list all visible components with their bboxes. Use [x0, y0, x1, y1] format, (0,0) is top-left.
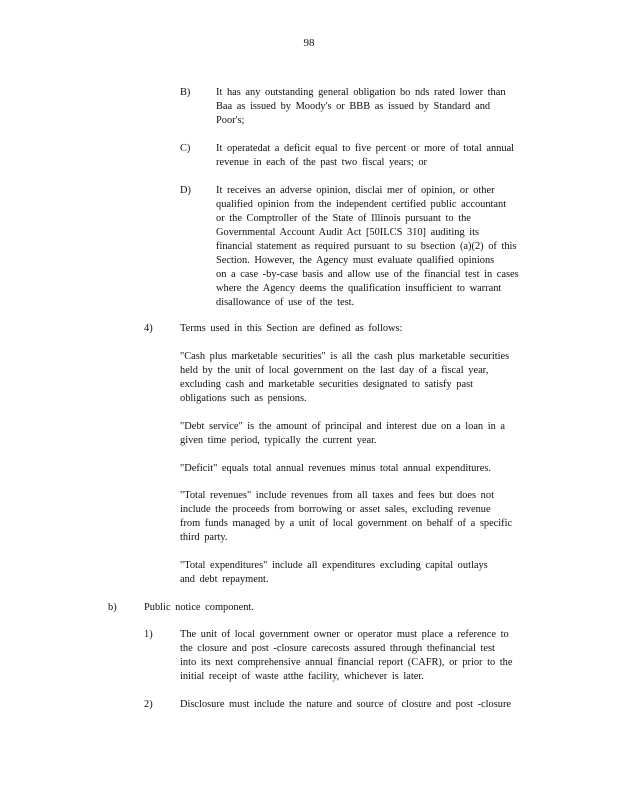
item-b-label: B)	[180, 87, 191, 98]
item-d-line: It receives an adverse opinion, disclai mer of opinion, or other	[216, 185, 495, 196]
item-d-line: qualified opinion from the independent certified public accountant	[216, 199, 507, 210]
definition-line: "Cash plus marketable securities" is all the cash plus marketable securities	[180, 351, 510, 362]
item-d-line: Governmental Account Audit Act [50ILCS 310] auditing its	[216, 227, 480, 238]
definition-line: third party.	[180, 532, 228, 543]
item-b-line: Baa as issued by Moody's or BBB as issued by Standard and	[216, 101, 491, 112]
item-c-text	[216, 142, 538, 170]
definition-line: "Total expenditures" include all expenditures excluding capital outlays	[180, 560, 488, 571]
definition-line: include the proceeds from borrowing or asset sales, excluding revenue	[180, 504, 491, 515]
definition-line: "Deficit" equals total annual revenues minus total annual expenditures.	[180, 463, 492, 474]
item-d-line: or the Comptroller of the State of Illinois pursuant to the	[216, 213, 471, 224]
section-b-label: b)	[108, 602, 117, 613]
definition-line: from funds managed by a unit of local government on behalf of a specific	[180, 518, 513, 529]
notice-1-line: into its next comprehensive annual financial report (CAFR), or prior to the	[180, 657, 513, 668]
section-b-heading: Public notice component.	[144, 602, 254, 613]
page-number: 98	[303, 37, 315, 49]
definition-line: "Debt service" is the amount of principal and interest due on a loan in a	[180, 421, 506, 432]
notice-2-text	[180, 698, 540, 712]
notice-1-line: the closure and post -closure carecosts assured through thefinancial test	[180, 643, 495, 654]
item-d-text	[216, 184, 538, 310]
item-d-line: financial statement as required pursuant to su bsection (a)(2) of this	[216, 241, 517, 252]
item-b-line: Poor's;	[216, 115, 245, 126]
definition-line: given time period, typically the current year.	[180, 435, 377, 446]
definition-line: and debt repayment.	[180, 574, 269, 585]
definition-total-revenues	[180, 489, 538, 545]
definition-debt-service	[180, 420, 538, 448]
item-c-line: It operatedat a deficit equal to five percent or more of total annual	[216, 143, 515, 154]
definition-line: obligations such as pensions.	[180, 393, 307, 404]
definition-line: excluding cash and marketable securities designated to satisfy past	[180, 379, 473, 390]
definition-line: "Total revenues" include revenues from all taxes and fees but does not	[180, 490, 494, 501]
item-c-label: C)	[180, 143, 191, 154]
notice-1-text	[180, 628, 540, 684]
item-d-line: on a case -by-case basis and allow use of the financial test in cases	[216, 269, 519, 280]
definition-cash	[180, 350, 538, 406]
notice-1-line: initial receipt of waste atthe facility, whichever is later.	[180, 671, 424, 682]
item-d-line: Section. However, the Agency must evaluate qualified opinions	[216, 255, 495, 266]
item-b-line: It has any outstanding general obligation bo nds rated lower than	[216, 87, 506, 98]
item-b-text	[216, 86, 538, 128]
item-c-line: revenue in each of the past two fiscal years; or	[216, 157, 428, 168]
notice-1-line: The unit of local government owner or operator must place a reference to	[180, 629, 509, 640]
item-d-line: where the Agency deems the qualification insufficient to warrant	[216, 283, 502, 294]
definition-total-expenditures	[180, 559, 538, 587]
definition-line: held by the unit of local government on the last day of a fiscal year,	[180, 365, 489, 376]
item-d-label: D)	[180, 185, 191, 196]
definition-deficit	[180, 462, 538, 476]
item-d-line: disallowance of use of the test.	[216, 297, 355, 308]
notice-2-label: 2)	[144, 699, 153, 710]
notice-1-label: 1)	[144, 629, 153, 640]
item-4-label: 4)	[144, 323, 153, 334]
item-4-text: Terms used in this Section are defined as follows:	[180, 323, 403, 334]
notice-2-line: Disclosure must include the nature and source of closure and post -closure	[180, 699, 512, 710]
